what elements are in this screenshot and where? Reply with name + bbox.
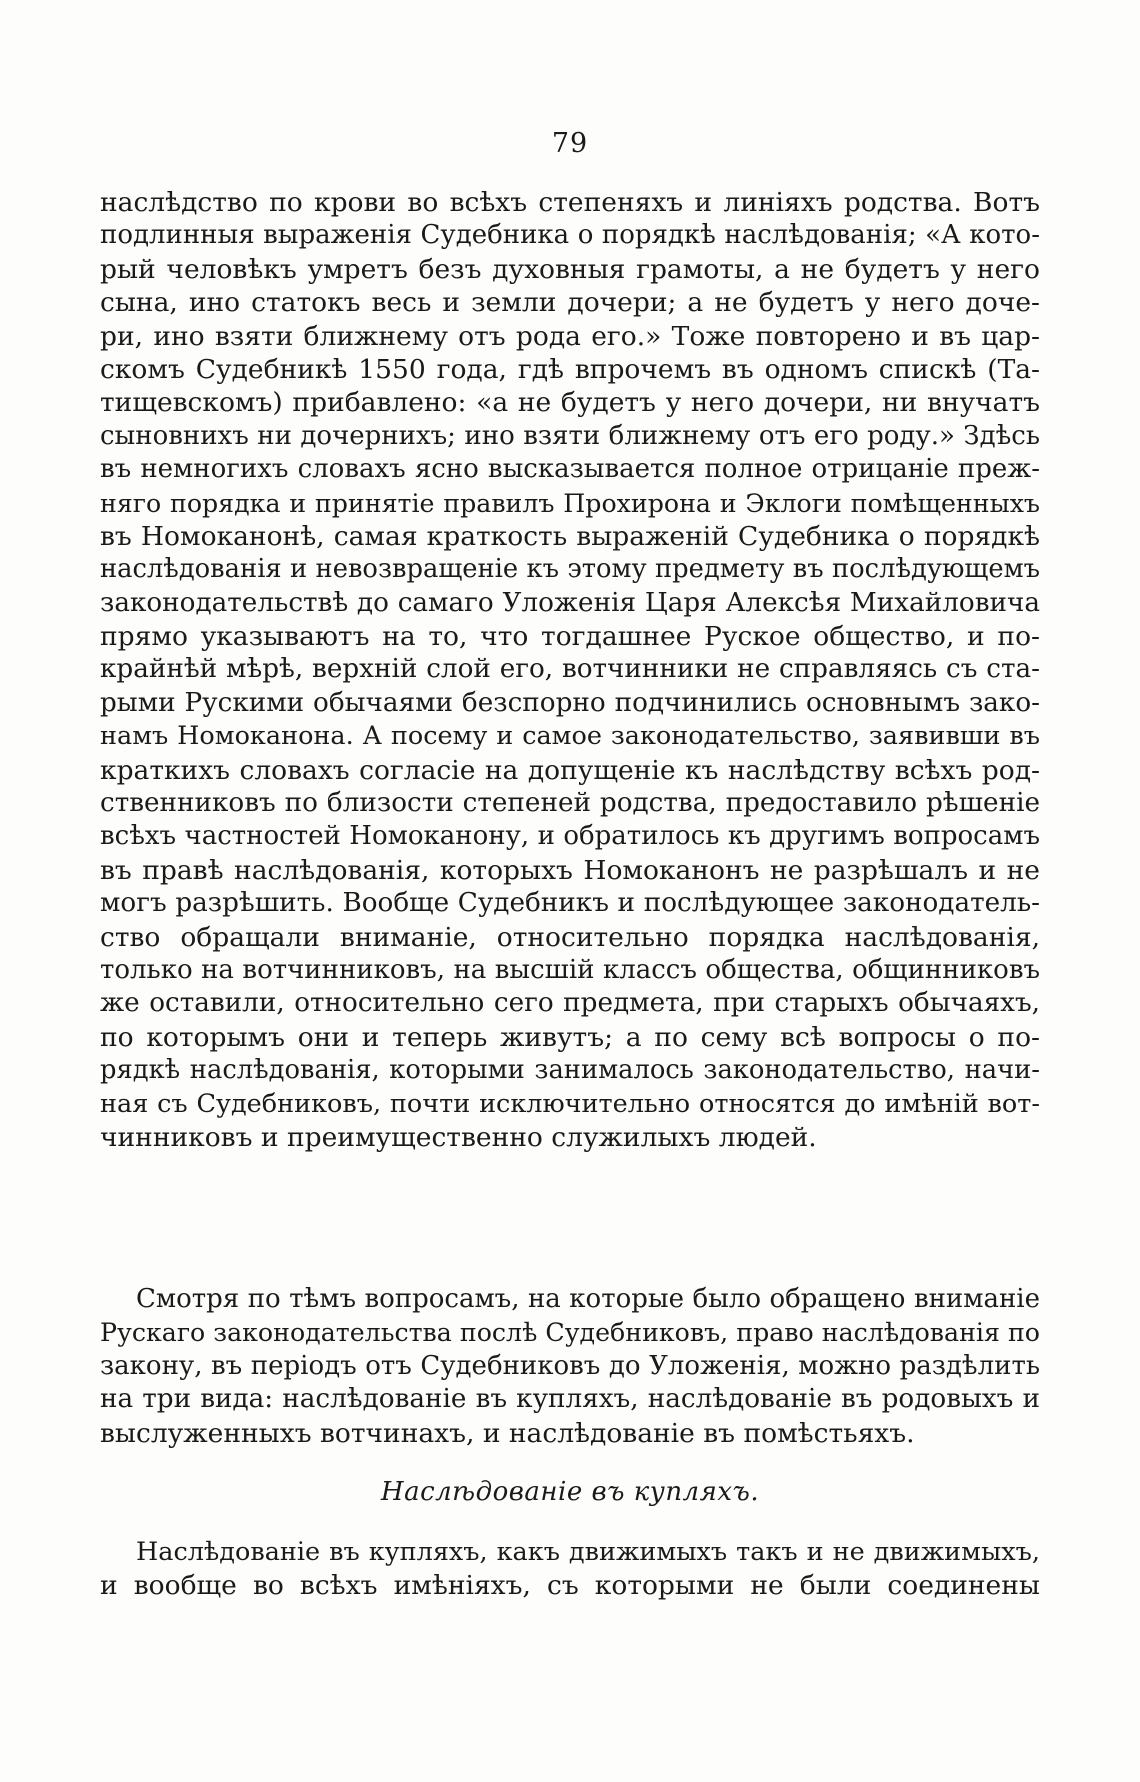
text-line: крайнѣй мѣрѣ, верхній слой его, вотчинники не справляясь съ ста- <box>100 654 1040 685</box>
paragraph-3 <box>100 1536 1040 1603</box>
text-line: скомъ Судебникѣ 1550 года, гдѣ впрочемъ въ одномъ спискѣ (Та- <box>100 353 1040 385</box>
text-line: по которымъ они и теперь живутъ; а по сему всѣ вопросы о по- <box>100 1021 1040 1053</box>
text-line: намъ Номоканона. А посему и самое законодательство, заявивши въ <box>100 721 1040 752</box>
text-line: подлинныя выраженія Судебника о порядкѣ наслѣдованія; «А кото- <box>100 220 1040 251</box>
text-line: сыновнихъ ни дочернихъ; ино взяти ближнему отъ его роду.» Здѣсь <box>100 420 1040 451</box>
paragraph-1 <box>100 186 1040 1154</box>
text-line: сына, ино статокъ весь и земли дочери; а не будетъ у него доче- <box>100 287 1040 319</box>
text-line: чинниковъ и преимущественно служилыхъ людей. <box>100 1121 817 1153</box>
text-line: же оставили, относительно сего предмета, при старыхъ обычаяхъ, <box>100 988 1040 1019</box>
text-line: няго порядка и принятіе правилъ Прохирона и Эклоги помѣщенныхъ <box>100 488 1040 518</box>
text-line: на три вида: наслѣдованіе въ купляхъ, наслѣдованіе въ родовыхъ и <box>100 1384 1040 1415</box>
text-line: закону, въ періодъ отъ Судебниковъ до Уложенія, можно раздѣлить <box>100 1350 1040 1381</box>
text-line: Рускаго законодательства послѣ Судебниковъ, право наслѣдованія по <box>100 1318 1040 1348</box>
text-line: Наслѣдованіе въ купляхъ, какъ движимыхъ такъ и не движимыхъ, <box>136 1537 1040 1567</box>
paragraph-2 <box>100 1283 1040 1450</box>
text-line: ственниковъ по близости степеней родства, предоставило рѣшеніе <box>100 788 1040 819</box>
text-line: прямо указываютъ на то, что тогдашнее Руское общество, и по- <box>100 621 1040 653</box>
section-heading: Наслѣдованіе въ купляхъ. <box>380 1477 760 1507</box>
page-number: 79 <box>551 128 589 159</box>
text-line: въ Номоканонѣ, самая краткость выраженій Судебника о порядкѣ <box>100 520 1040 552</box>
text-line: и вообще во всѣхъ имѣніяхъ, съ которыми не были соединены <box>100 1570 1040 1602</box>
text-line: законодательствѣ до самаго Уложенія Царя Алексѣя Михайловича <box>100 587 1040 618</box>
text-line: ри, ино взяти ближнему отъ рода его.» Тоже повторено и въ цар- <box>100 320 1040 352</box>
text-line: въ правѣ наслѣдованія, которыхъ Номоканонъ не разрѣшалъ и не <box>100 854 1040 886</box>
text-line: только на вотчинниковъ, на высшій классъ общества, общинниковъ <box>100 954 1040 985</box>
text-line: Смотря по тѣмъ вопросамъ, на которые было обращено вниманіе <box>136 1284 1040 1314</box>
text-line: рыми Рускими обычаями безспорно подчинились основнымъ зако- <box>100 687 1040 718</box>
text-line: рядкѣ наслѣдованія, которыми занималось законодательство, начи- <box>100 1055 1040 1086</box>
text-line: ная съ Судебниковъ, почти исключительно относятся до имѣній вот- <box>100 1088 1040 1119</box>
text-line: всѣхъ частностей Номоканону, и обратилось къ другимъ вопросамъ <box>100 821 1040 852</box>
text-line: ство обращали вниманіе, относительно порядка наслѣдованія, <box>100 921 1040 953</box>
text-line: наслѣдованія и невозвращеніе къ этому предмету въ послѣдующемъ <box>100 554 1040 585</box>
text-line: выслуженныхъ вотчинахъ, и наслѣдованіе въ помѣстьяхъ. <box>100 1417 915 1449</box>
text-line: могъ разрѣшить. Вообще Судебникъ и послѣдующее законодатель- <box>100 888 1040 919</box>
text-line: тищевскомъ) прибавлено: «а не будетъ у него дочери, ни внучатъ <box>100 387 1040 419</box>
text-line: въ немногихъ словахъ ясно высказывается полное отрицаніе преж- <box>100 454 1040 485</box>
text-line: краткихъ словахъ согласіе на допущеніе къ наслѣдству всѣхъ род- <box>100 754 1040 786</box>
text-line: наслѣдство по крови во всѣхъ степеняхъ и линіяхъ родства. Вотъ <box>100 187 1040 218</box>
text-line: рый человѣкъ умретъ безъ духовныя грамоты, а не будетъ у него <box>100 253 1040 285</box>
